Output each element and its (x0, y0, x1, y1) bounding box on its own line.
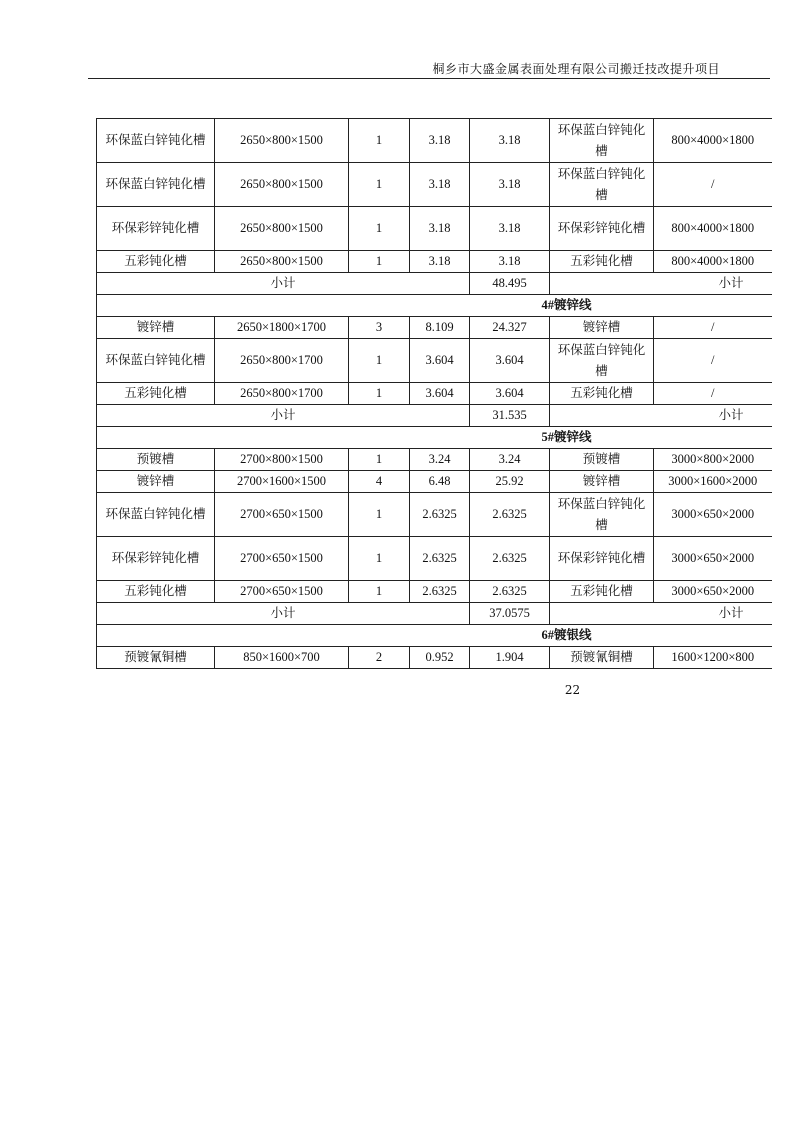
table-row (97, 449, 772, 471)
table-cell: 2.6325 (410, 537, 470, 581)
table-cell: 2700×650×1500 (215, 537, 349, 581)
subtotal-label: 小计 (97, 603, 470, 625)
subtotal-row (97, 603, 772, 625)
table-cell: 环保蓝白锌钝化槽 (550, 493, 654, 537)
table-cell: 预镀槽 (97, 449, 215, 471)
table-cell: 环保蓝白锌钝化槽 (550, 339, 654, 383)
table-cell: 8.109 (410, 317, 470, 339)
page-header (88, 58, 770, 79)
subtotal-label: 小计 (97, 273, 470, 295)
table-cell: 3.604 (410, 339, 470, 383)
section-title: 6#镀银线 (97, 625, 772, 647)
table-cell: 3.24 (470, 449, 550, 471)
table-cell: 环保蓝白锌钝化槽 (550, 119, 654, 163)
table-cell: 25.92 (470, 471, 550, 493)
table-cell: 800×4000×1800 (654, 251, 772, 273)
table-cell: 1 (349, 449, 410, 471)
table-cell: 3000×800×2000 (654, 449, 772, 471)
table-cell: 2700×650×1500 (215, 493, 349, 537)
table-row (97, 317, 772, 339)
header-title: 桐乡市大盛金属表面处理有限公司搬迁技改提升项目 (432, 62, 720, 76)
table-row (97, 383, 772, 405)
table-cell: 3.18 (470, 251, 550, 273)
table-row (97, 581, 772, 603)
subtotal-right-label: 小计 (550, 405, 772, 427)
table-cell: 1 (349, 581, 410, 603)
section-row (97, 295, 772, 317)
subtotal-row (97, 405, 772, 427)
table-row (97, 251, 772, 273)
table-cell: / (654, 317, 772, 339)
table-cell: 1.904 (470, 647, 550, 669)
table-cell: 800×4000×1800 (654, 119, 772, 163)
table-cell: 2650×1800×1700 (215, 317, 349, 339)
table-cell: 2650×800×1700 (215, 339, 349, 383)
table-cell: 环保蓝白锌钝化槽 (97, 119, 215, 163)
table-cell: 24.327 (470, 317, 550, 339)
table-row (97, 119, 772, 163)
table-cell: 2.6325 (470, 581, 550, 603)
table-cell: 环保蓝白锌钝化槽 (550, 163, 654, 207)
table-row (97, 163, 772, 207)
table-row (97, 207, 772, 251)
table-cell: / (654, 163, 772, 207)
table-cell: 3 (349, 317, 410, 339)
table-cell: 五彩钝化槽 (97, 383, 215, 405)
subtotal-right-label: 小计 (550, 603, 772, 625)
table-cell: 850×1600×700 (215, 647, 349, 669)
table-cell: 2650×800×1500 (215, 251, 349, 273)
table-cell: 预镀槽 (550, 449, 654, 471)
table-cell: / (654, 383, 772, 405)
table-cell: 镀锌槽 (97, 471, 215, 493)
page-number: 22 (564, 683, 581, 697)
table-cell: 环保彩锌钝化槽 (550, 537, 654, 581)
table-cell: 五彩钝化槽 (550, 251, 654, 273)
table-cell: 镀锌槽 (550, 471, 654, 493)
table-cell: 3000×650×2000 (654, 537, 772, 581)
table-cell: 3.604 (470, 339, 550, 383)
table-cell: 2.6325 (470, 537, 550, 581)
table-cell: 2650×800×1500 (215, 163, 349, 207)
table-cell: 环保蓝白锌钝化槽 (97, 339, 215, 383)
section-row (97, 625, 772, 647)
table-row (97, 339, 772, 383)
table-cell: 预镀氰铜槽 (97, 647, 215, 669)
table-cell: 2700×1600×1500 (215, 471, 349, 493)
table-cell: 2700×800×1500 (215, 449, 349, 471)
table-cell: 1 (349, 493, 410, 537)
table-cell: 2700×650×1500 (215, 581, 349, 603)
table-cell: 2.6325 (410, 493, 470, 537)
table-cell: 1600×1200×800 (654, 647, 772, 669)
table-cell: 3.604 (410, 383, 470, 405)
table-cell: 五彩钝化槽 (550, 383, 654, 405)
table-cell: 2 (349, 647, 410, 669)
table-cell: 1 (349, 119, 410, 163)
table-cell: 3000×650×2000 (654, 581, 772, 603)
table-cell: 800×4000×1800 (654, 207, 772, 251)
table-cell: 3.18 (410, 119, 470, 163)
section-title: 4#镀锌线 (97, 295, 772, 317)
table-cell: 五彩钝化槽 (550, 581, 654, 603)
table-cell: 环保蓝白锌钝化槽 (97, 163, 215, 207)
section-title: 5#镀锌线 (97, 427, 772, 449)
table-cell: 2650×800×1500 (215, 207, 349, 251)
table-cell: 五彩钝化槽 (97, 251, 215, 273)
table-cell: 环保蓝白锌钝化槽 (97, 493, 215, 537)
table-cell: 2650×800×1700 (215, 383, 349, 405)
table-cell: 6.48 (410, 471, 470, 493)
table-cell: 3.18 (470, 119, 550, 163)
table-cell: 3000×1600×2000 (654, 471, 772, 493)
table-cell: 3.18 (410, 251, 470, 273)
table-cell: 环保彩锌钝化槽 (97, 207, 215, 251)
subtotal-value: 48.495 (470, 273, 550, 295)
table-cell: 1 (349, 537, 410, 581)
subtotal-right-label: 小计 (550, 273, 772, 295)
table-cell: 1 (349, 339, 410, 383)
table-cell: 预镀氰铜槽 (550, 647, 654, 669)
table-cell: 3.18 (470, 163, 550, 207)
table-cell: 4 (349, 471, 410, 493)
table-cell: 镀锌槽 (97, 317, 215, 339)
table-cell: 环保彩锌钝化槽 (97, 537, 215, 581)
table-cell: 0.952 (410, 647, 470, 669)
table-cell: 2.6325 (410, 581, 470, 603)
table-row (97, 537, 772, 581)
equipment-table (96, 118, 772, 669)
table-cell: 3.18 (410, 207, 470, 251)
subtotal-row (97, 273, 772, 295)
table-cell: 3.18 (410, 163, 470, 207)
table-cell: 五彩钝化槽 (97, 581, 215, 603)
table-cell: 1 (349, 383, 410, 405)
table-cell: 3.18 (470, 207, 550, 251)
table-cell: 3.604 (470, 383, 550, 405)
table-cell: / (654, 339, 772, 383)
table-cell: 2650×800×1500 (215, 119, 349, 163)
subtotal-value: 37.0575 (470, 603, 550, 625)
table-cell: 1 (349, 207, 410, 251)
table-cell: 3.24 (410, 449, 470, 471)
subtotal-label: 小计 (97, 405, 470, 427)
section-row (97, 427, 772, 449)
table-cell: 环保彩锌钝化槽 (550, 207, 654, 251)
table-cell: 3000×650×2000 (654, 493, 772, 537)
table-row (97, 493, 772, 537)
table-cell: 镀锌槽 (550, 317, 654, 339)
subtotal-value: 31.535 (470, 405, 550, 427)
table-row (97, 471, 772, 493)
table-cell: 2.6325 (470, 493, 550, 537)
table-cell: 1 (349, 163, 410, 207)
table-cell: 1 (349, 251, 410, 273)
table-row (97, 647, 772, 669)
